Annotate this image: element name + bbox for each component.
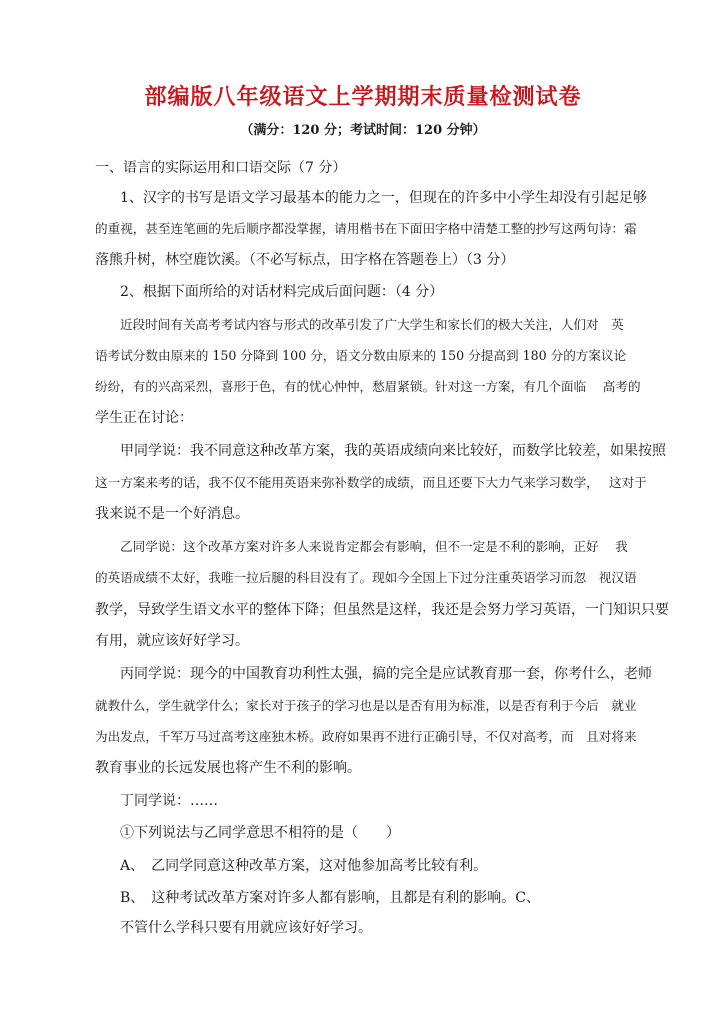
paragraph-line: 的英语成绩不太好，我唯一拉后腿的科目没有了。现如今全国上下过分注重英语学习而忽 视汉语	[95, 570, 637, 585]
paragraph-line: 1、汉字的书写是语文学习最基本的能力之一，但现在的许多中小学生却没有引起足够	[120, 190, 647, 206]
paragraph-line: 有用，就应该好好学习。	[95, 633, 249, 649]
paragraph-line: 近段时间有关高考考试内容与形式的改革引发了广大学生和家长们的极大关注，人们对 英	[120, 317, 624, 332]
paragraph-line: 的重视，甚至连笔画的先后顺序都没掌握，请用楷书在下面田字格中清楚工整的抄写这两句诗：霜	[95, 221, 637, 236]
paragraph-line: 丁同学说：……	[120, 793, 218, 809]
question-line: 2、根据下面所给的对话材料完成后面问题：（4 分）	[120, 284, 444, 300]
paragraph-line: 甲同学说：我不同意这种改革方案，我的英语成绩向来比较好，而数学比较差，如果按照	[120, 443, 666, 459]
paragraph-line: 乙同学说：这个改革方案对许多人来说肯定都会有影响，但不一定是不利的影响，正好 我	[120, 539, 628, 554]
paragraph-line: 为出发点，千军万马过高考这座独木桥。政府如果再不进行正确引导，不仅对高考，而 且对将来	[95, 729, 637, 744]
paragraph-line: 教学，导致学生语文水平的整体下降；但虽然是这样，我还是会努力学习英语，一门知识只要	[95, 602, 669, 618]
paragraph-line: 教育事业的长远发展也将产生不利的影响。	[95, 760, 361, 776]
option-line: A、 乙同学同意这种改革方案，这对他参加高考比较有利。	[120, 858, 488, 874]
paragraph-line: 纷纷，有的兴高采烈，喜形于色，有的忧心忡忡，愁眉紧锁。针对这一方案，有几个面临 高考的	[95, 379, 641, 394]
paragraph-line: 我来说不是一个好消息。	[95, 506, 249, 522]
option-line: B、 这种考试改革方案对许多人都有影响，且都是有利的影响。C、	[120, 890, 540, 906]
option-line: 不管什么学科只要有用就应该好好学习。	[120, 920, 372, 936]
paragraph-line: 丙同学说：现今的中国教育功利性太强，搞的完全是应试教育那一套，你考什么，老师	[120, 666, 652, 682]
question-line: ①下列说法与乙同学意思不相符的是（ ）	[120, 825, 400, 841]
document-subtitle: （满分：120 分；考试时间：120 分钟）	[240, 123, 486, 138]
paragraph-line: 语考试分数由原来的 150 分降到 100 分，语文分数由原来的 150 分提高到 180 分的方案议论	[95, 348, 627, 363]
paragraph-line: 学生正在讨论：	[95, 410, 193, 426]
document-title: 部编版八年级语文上学期期末质量检测试卷	[144, 84, 582, 110]
paragraph-line: 这一方案来考的话，我不仅不能用英语来弥补数学的成绩，而且还要下大力气来学习数学， 这对于	[95, 475, 647, 490]
section-heading: 一、语言的实际运用和口语交际（7 分）	[95, 160, 347, 176]
paragraph-line: 就教什么，学生就学什么；家长对于孩子的学习也是以是否有用为标准，以是否有利于今后 就业	[95, 698, 637, 713]
paragraph-line: 落熊升树，林空鹿饮溪。（不必写标点，田字格在答题卷上）（3 分）	[95, 252, 515, 268]
